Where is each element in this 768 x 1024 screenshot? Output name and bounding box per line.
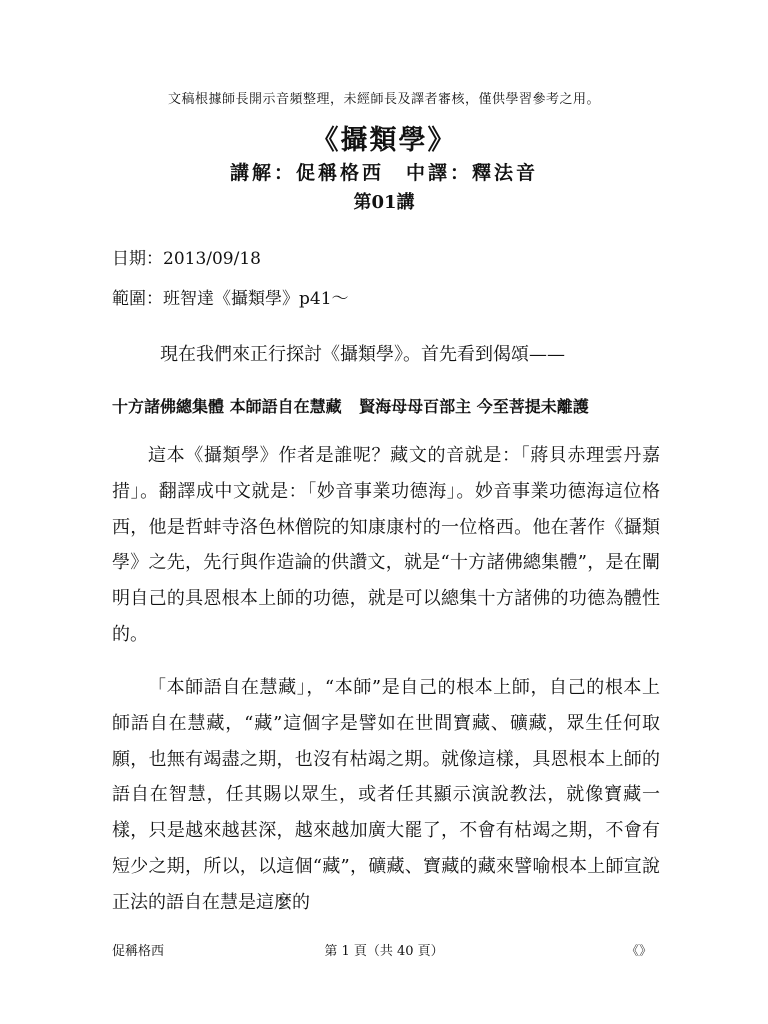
paragraph-2-text xyxy=(112,670,660,921)
footer-author: 促稱格西 xyxy=(112,944,165,959)
verse-line-2: 賢海母母百部主 今至菩提未離護 xyxy=(359,397,589,416)
paragraph-1-text xyxy=(112,438,660,653)
paragraph-1-quote: 十方諸佛總集體 xyxy=(449,552,578,574)
footer-right-mark: 《》 xyxy=(626,944,653,959)
verse-line-1: 十方諸佛總集體 本師語自在慧藏 xyxy=(112,397,342,416)
paragraph-2-part-a: 「 xyxy=(148,677,167,698)
paragraph-1-part-a: 這本《攝類學》作者是誰呢？藏文的音就是：「蔣貝赤理雲丹嘉措」。翻譯成中文就是：「妙音事業功德海」。妙音事業功德海這位格西，他是哲蚌寺洛色林僧院的知康康村的一位格西。他在著作《攝類學》之先，先行與作造論的供讚文，就是“ xyxy=(112,445,660,574)
paragraph-2-part-c: 」，“本師”是自己的根本上師，自己的根本上師語自在慧藏，“藏”這個字是譬如在世間寶藏、礦藏，眾生任何取願，也無有竭盡之期，也沒有枯竭之期。就像這樣，具恩根本上師的語自在智慧，任其賜以眾生，或者任其顯示演說教法，就像寶藏一樣，只是越來越甚深，越來越加廣大罷了，不會有枯竭之期，不會有短少之期，所以，以這個“藏”，礦藏、寶藏的藏來譬喻根本上師宣說正法的語自在慧是這麼的 xyxy=(112,677,661,913)
lecture-number: 第01講 xyxy=(353,192,415,213)
disclaimer-text: 文稿根據師長開示音頻整理，未經師長及譯者審核，僅供學習參考之用。 xyxy=(167,92,600,107)
verse-block xyxy=(112,394,601,417)
paragraph-2 xyxy=(112,670,660,921)
document-subtitle: 講解：促稱格西 中譯：釋法音 xyxy=(229,162,538,184)
document-title: 《攝類學》 xyxy=(311,125,457,156)
date-line: 日期：2013/09/18 xyxy=(112,249,261,269)
intro-text: 現在我們來正行探討《攝類學》。首先看到偈頌—— xyxy=(160,344,565,365)
paragraph-2-quote: 本師語自在慧藏 xyxy=(166,677,297,698)
footer-page-number: 第 1 頁（共 40 頁） xyxy=(324,944,444,959)
range-line: 範圍：班智達《攝類學》p41～ xyxy=(112,289,349,309)
paragraph-1 xyxy=(112,438,660,653)
paragraph-1-part-c: ”，是在闡明自己的具恩根本上師的功德，就是可以總集十方諸佛的功德為體性的。 xyxy=(112,552,661,645)
